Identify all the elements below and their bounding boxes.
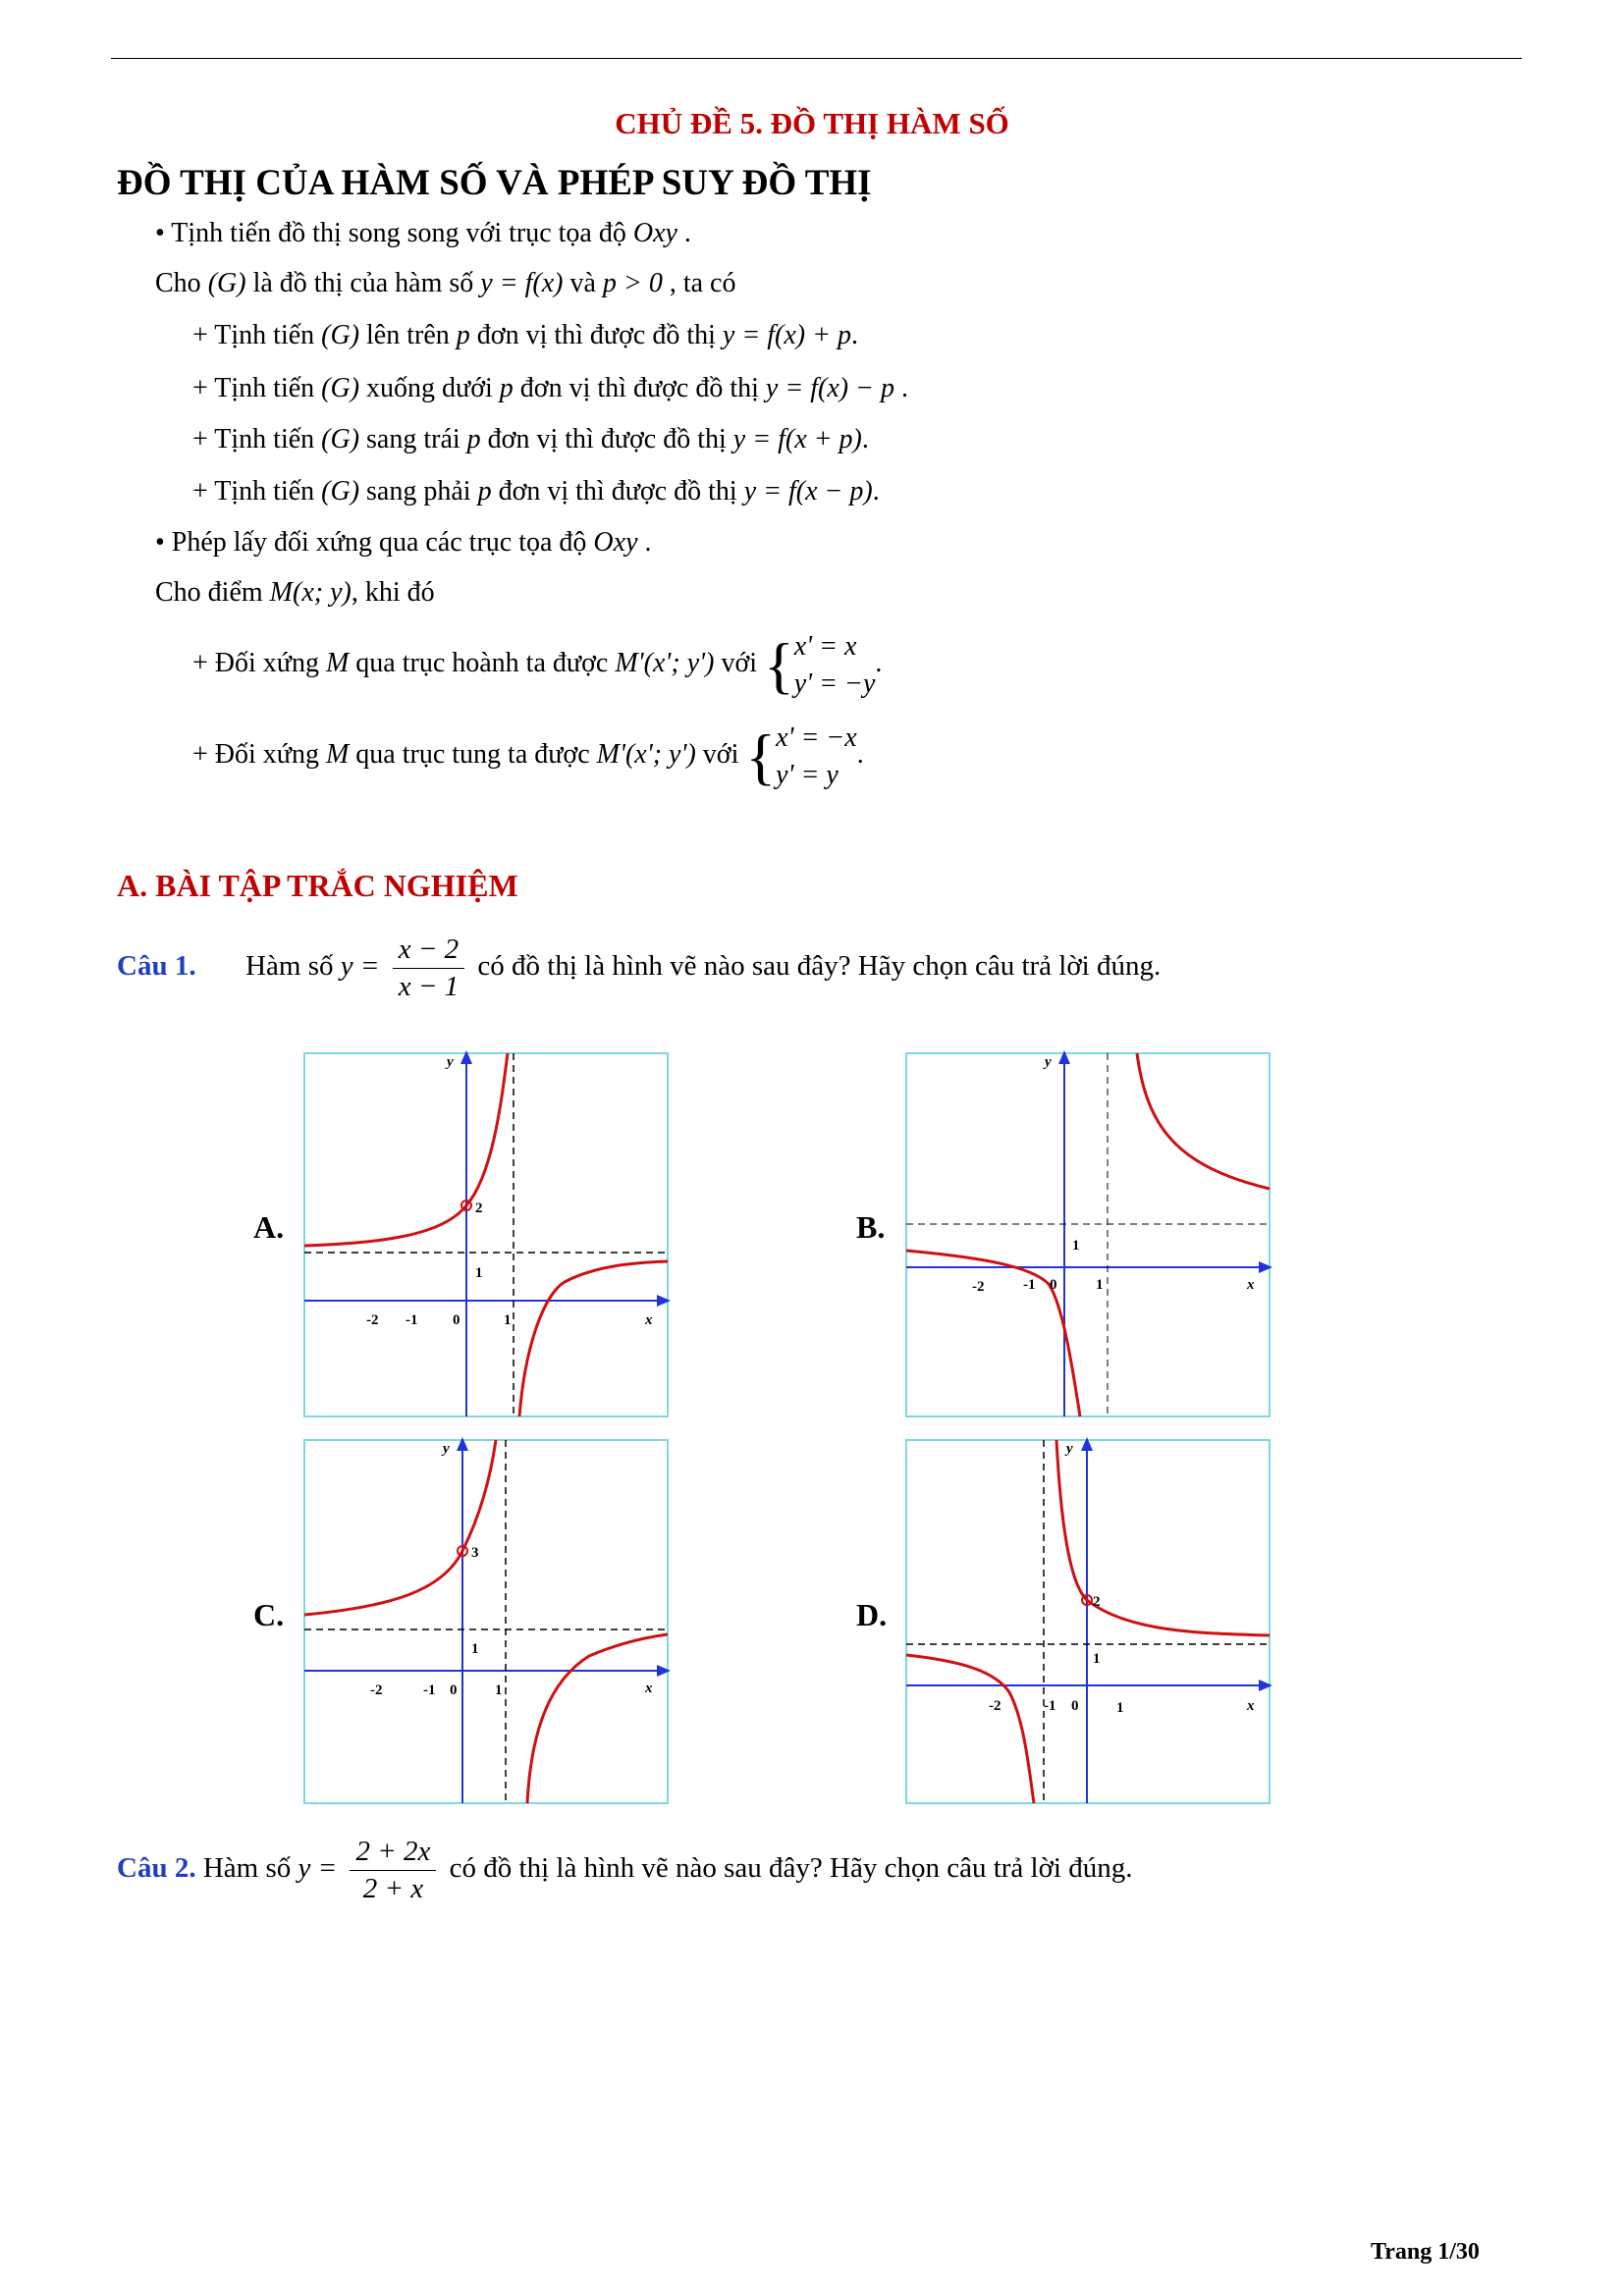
x-tick-label: 1 — [1096, 1277, 1104, 1293]
page-number: Trang 1/30 — [1371, 2239, 1480, 2265]
curve-right-branch — [1056, 1440, 1270, 1635]
x-tick-label: -2 — [370, 1682, 383, 1698]
x-tick-label: 1 — [495, 1682, 503, 1698]
y-tick-label: 1 — [471, 1641, 479, 1657]
question-2: Câu 2. Hàm số y = $\frac{2 + 2x}{2 + x}$ có đồ thị là hình vẽ nào sau đây? Hãy chọn câu trả lời đúng. — [117, 1836, 1133, 1904]
question-label: Câu 1. — [117, 950, 196, 983]
y-tick-label: 2 — [475, 1201, 483, 1216]
translation-item: + Tịnh tiến (G) sang trái p đơn vị thì được đồ thị y = f(x + p). — [192, 424, 869, 454]
symmetry-item: + Đối xứng M qua trục tung ta được M'(x'; y') với { x' = −x y' = y . — [192, 721, 864, 791]
y-tick-label: 2 — [1093, 1594, 1101, 1610]
curve-left-branch — [304, 1440, 496, 1615]
x-axis-label: x — [1247, 1698, 1255, 1714]
curve-right-branch — [519, 1261, 668, 1416]
topic-heading: CHỦ ĐỀ 5. ĐỒ THỊ HÀM SỐ — [615, 106, 1009, 140]
x-axis-label: x — [645, 1681, 653, 1696]
translation-given: Cho (G) là đồ thị của hàm số y = f(x) và p > 0 , ta có — [155, 268, 736, 298]
question-label: Câu 2. — [117, 1852, 196, 1885]
fraction: $\frac{2 + 2x}{2 + x}$ — [350, 1836, 436, 1905]
x-tick-label: 1 — [1116, 1700, 1124, 1716]
x-axis-label: x — [645, 1312, 653, 1328]
y-tick-label: 1 — [1072, 1238, 1080, 1254]
y-tick-label: 1 — [1093, 1651, 1101, 1667]
graph-option-c[interactable] — [299, 1435, 673, 1808]
symmetry-bullet: • Phép lấy đối xứng qua các trục tọa độ Oxy . — [155, 527, 652, 558]
x-tick-label: -1 — [406, 1312, 418, 1328]
translation-item: + Tịnh tiến (G) sang phải p đơn vị thì được đồ thị y = f(x − p). — [192, 476, 880, 507]
graph-option-a[interactable] — [299, 1048, 673, 1421]
x-tick-label: -2 — [989, 1698, 1001, 1714]
translation-item: + Tịnh tiến (G) lên trên p đơn vị thì được đồ thị y = f(x) + p. — [192, 320, 858, 350]
x-tick-label: -2 — [972, 1279, 985, 1295]
translation-bullet: • Tịnh tiến đồ thị song song với trục tọa độ Oxy . — [155, 218, 691, 248]
y-axis-label: y — [1066, 1441, 1073, 1457]
translation-item: + Tịnh tiến (G) xuống dưới p đơn vị thì được đồ thị y = f(x) − p . — [192, 373, 908, 403]
page-title: ĐỒ THỊ CỦA HÀM SỐ VÀ PHÉP SUY ĐỒ THỊ — [117, 163, 872, 203]
curve-left-branch — [906, 1251, 1080, 1416]
y-axis-label: y — [443, 1441, 450, 1457]
option-label: A. — [253, 1209, 285, 1245]
option-label: C. — [253, 1597, 285, 1632]
y-axis-label: y — [1045, 1054, 1052, 1070]
x-axis-label: x — [1247, 1277, 1255, 1293]
graph-option-d[interactable] — [901, 1435, 1274, 1808]
option-label: D. — [856, 1597, 888, 1632]
x-tick-label: -2 — [366, 1312, 379, 1328]
fraction: $\frac{x - 2}{x - 1}$ — [393, 934, 464, 1003]
x-tick-label: 0 — [453, 1312, 460, 1328]
symmetry-given: Cho điểm M(x; y), khi đó — [155, 577, 435, 608]
x-tick-label: 1 — [504, 1312, 512, 1328]
graph-frame — [304, 1440, 668, 1803]
x-tick-label: -1 — [423, 1682, 436, 1698]
x-tick-label: -1 — [1044, 1698, 1056, 1714]
symmetry-item: + Đối xứng M qua trục hoành ta được M'(x'; y') với { x' = x y' = −y . — [192, 629, 883, 700]
x-tick-label: 0 — [1050, 1277, 1057, 1293]
curve-left-branch — [906, 1655, 1034, 1803]
y-tick-label: 3 — [471, 1545, 479, 1561]
y-tick-label: 1 — [475, 1265, 483, 1281]
graph-frame — [906, 1053, 1270, 1416]
graph-frame — [304, 1053, 668, 1416]
graph-option-b[interactable] — [901, 1048, 1274, 1421]
option-label: B. — [856, 1209, 886, 1245]
curve-right-branch — [527, 1634, 668, 1803]
section-heading: A. BÀI TẬP TRẮC NGHIỆM — [117, 868, 518, 903]
header-rule — [111, 58, 1522, 59]
curve-right-branch — [1137, 1053, 1270, 1189]
curve-left-branch — [304, 1053, 508, 1246]
question-1: Câu 1. Hàm số y = $\frac{x - 2}{x - 1}$ có đồ thị là hình vẽ nào sau đây? Hãy chọn câu trả lời đúng. — [117, 934, 1162, 1002]
x-tick-label: 0 — [450, 1682, 458, 1698]
x-tick-label: 0 — [1071, 1698, 1079, 1714]
y-axis-label: y — [447, 1054, 454, 1070]
x-tick-label: -1 — [1023, 1277, 1036, 1293]
